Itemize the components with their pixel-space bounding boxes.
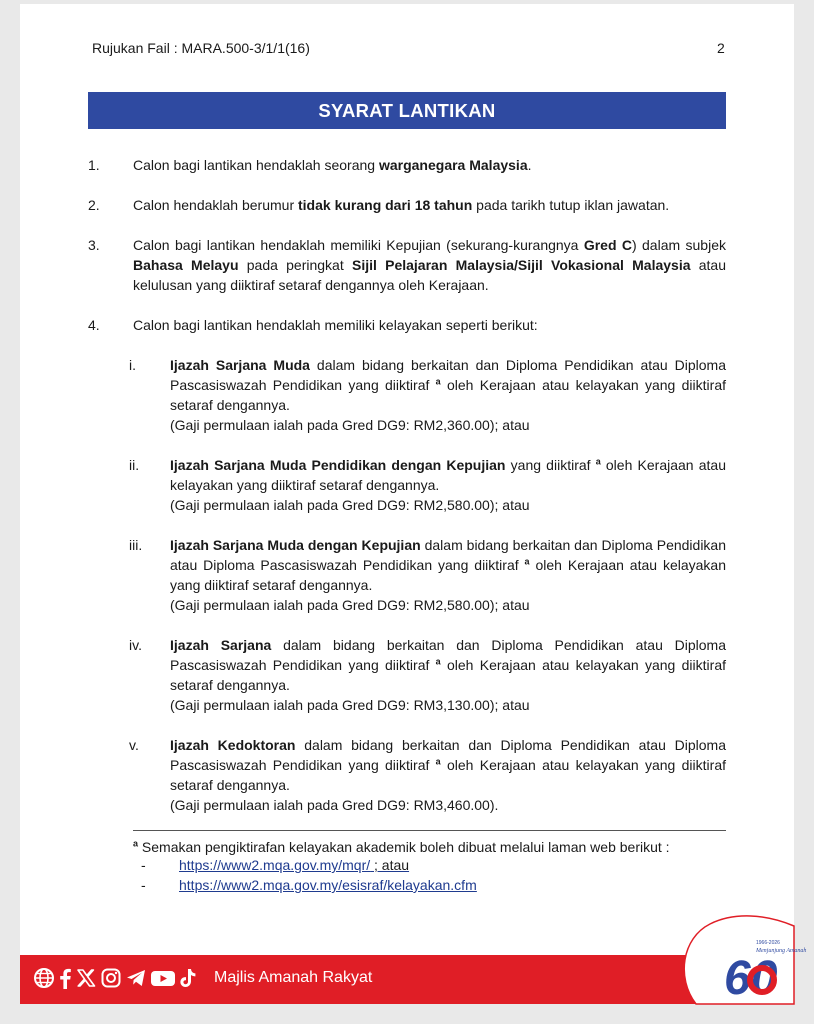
list-dash: - xyxy=(141,877,146,893)
section-title: SYARAT LANTIKAN xyxy=(318,99,496,121)
qualification-number: iii. xyxy=(129,537,143,553)
item-text: Calon bagi lantikan hendaklah memiliki Kepujian (sekurang-kurangnya Gred C) dalam subjek Bahasa Melayu pada peringkat Sijil Pelajaran Malaysia/Sijil Vokasional Malaysia atau kelulusan yang diiktiraf setaraf dengannya oleh Kerajaan. xyxy=(133,237,727,293)
youtube-icon[interactable] xyxy=(150,967,176,989)
qualification-salary: (Gaji permulaan ialah pada Gred DG9: RM2,580.00); atau xyxy=(170,497,530,513)
list-dash: - xyxy=(141,857,146,873)
document-page xyxy=(20,4,807,1005)
qualification-salary: (Gaji permulaan ialah pada Gred DG9: RM3,460.00). xyxy=(170,797,499,813)
item-text: Calon bagi lantikan hendaklah seorang warganegara Malaysia. xyxy=(133,157,532,173)
badge-numeral: 60 xyxy=(724,952,778,1005)
item-number: 4. xyxy=(88,317,100,333)
anniversary-logo xyxy=(676,908,807,1005)
badge-years: 1966-2026 xyxy=(756,940,780,946)
section-title-banner xyxy=(88,92,726,129)
link-suffix: ; atau xyxy=(370,857,410,873)
telegram-icon[interactable] xyxy=(125,967,147,989)
footnote-divider xyxy=(133,830,726,831)
qualification-salary: (Gaji permulaan ialah pada Gred DG9: RM2,580.00); atau xyxy=(170,597,530,613)
qualification-number: i. xyxy=(129,357,136,373)
page-number: 2 xyxy=(717,40,725,56)
globe-icon[interactable] xyxy=(33,967,55,989)
badge-tagline: Menjunjung Amanah xyxy=(756,948,807,954)
qualification-number: iv. xyxy=(129,637,142,653)
qualification-salary: (Gaji permulaan ialah pada Gred DG9: RM3,130.00); atau xyxy=(170,697,530,713)
qualification-text: Ijazah Sarjana Muda dalam bidang berkaitan dan Diploma Pendidikan atau Diploma Pascasiswazah Pendidikan yang diiktiraf $^a$ oleh Kerajaan atau kelayakan yang diiktiraf setaraf dengannya. xyxy=(170,357,726,413)
mqa-mqr-link[interactable]: https://www2.mqa.gov.my/mqr/ xyxy=(179,857,371,873)
facebook-icon[interactable] xyxy=(58,967,72,989)
mqa-esisraf-link-row xyxy=(179,877,477,893)
file-reference: Rujukan Fail : MARA.500-3/1/1(16) xyxy=(92,40,310,56)
item-text: Calon bagi lantikan hendaklah memiliki kelayakan seperti berikut: xyxy=(133,317,538,333)
footnote-text: $^a$ Semakan pengiktirafan kelayakan akademik boleh dibuat melalui laman web berikut : xyxy=(133,838,670,855)
qualification-salary: (Gaji permulaan ialah pada Gred DG9: RM2,360.00); atau xyxy=(170,417,530,433)
qualification-text: Ijazah Sarjana Muda Pendidikan dengan Kepujian yang diiktiraf $^a$ oleh Kerajaan atau kelayakan yang diiktiraf setaraf dengannya. xyxy=(170,456,726,493)
mqa-esisraf-link[interactable]: https://www2.mqa.gov.my/esisraf/kelayakan.cfm xyxy=(179,877,477,893)
mqa-mqr-link-row xyxy=(179,857,409,873)
qualification-number: v. xyxy=(129,737,139,753)
qualification-number: ii. xyxy=(129,457,140,473)
item-number: 1. xyxy=(88,157,100,173)
qualification-text: Ijazah Sarjana dalam bidang berkaitan dan Diploma Pendidikan atau Diploma Pascasiswazah Pendidikan yang diiktiraf $^a$ oleh Kerajaan atau kelayakan yang diiktiraf setaraf dengannya. xyxy=(170,637,726,693)
item-text: Calon hendaklah berumur tidak kurang dari 18 tahun pada tarikh tutup iklan jawatan. xyxy=(133,197,670,213)
instagram-icon[interactable] xyxy=(100,967,122,989)
x-icon[interactable] xyxy=(75,967,97,989)
item-number: 2. xyxy=(88,197,100,213)
tiktok-icon[interactable] xyxy=(179,967,197,989)
social-icons xyxy=(33,967,197,989)
item-number: 3. xyxy=(88,237,100,253)
organization-name: Majlis Amanah Rakyat xyxy=(214,969,373,986)
qualification-text: Ijazah Kedoktoran dalam bidang berkaitan dan Diploma Pendidikan atau Diploma Pascasiswazah Pendidikan yang diiktiraf $^a$ oleh Kerajaan atau kelayakan yang diiktiraf setaraf dengannya. xyxy=(170,737,726,793)
qualification-text: Ijazah Sarjana Muda dengan Kepujian dalam bidang berkaitan dan Diploma Pendidikan atau Diploma Pascasiswazah Pendidikan yang diiktiraf $^a$ oleh Kerajaan atau kelayakan yang diiktiraf setaraf dengannya. xyxy=(170,537,727,593)
